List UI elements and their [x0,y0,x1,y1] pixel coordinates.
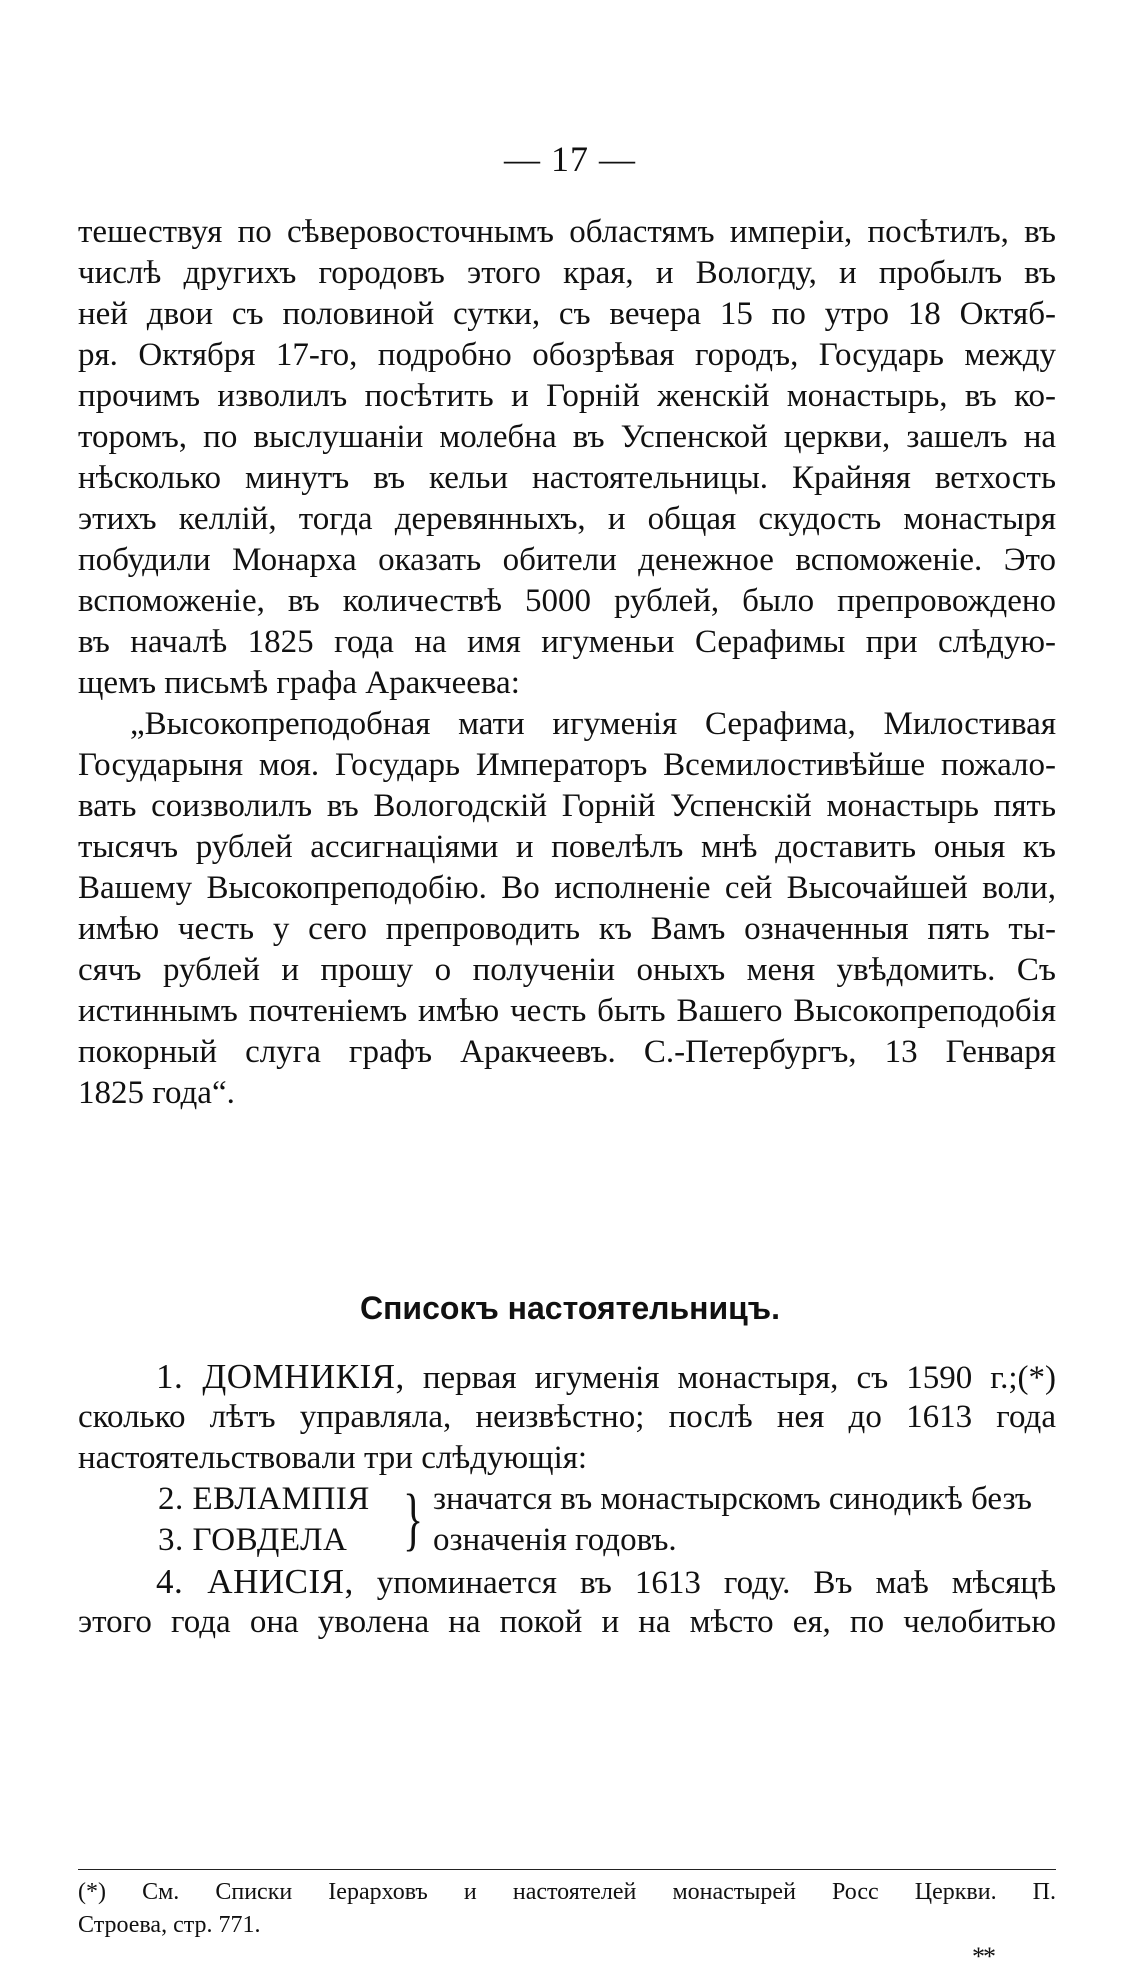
footnote-line: (*) См. Списки Іерарховъ и настоятелей монастырей Росс Церкви. П. [78,1879,1056,1905]
letter-text-line: тысячъ рублей ассигнаціями и повелѣлъ мнѣ доставить оныя къ [78,829,1056,865]
letter-text-line: имѣю честь у сего препроводить къ Вамъ означенныя пять ты- [78,911,1056,947]
page-number: — 17 — [504,139,636,179]
body-text [78,212,1056,1114]
letter-text-line: покорный слуга графъ Аракчеевъ. С.-Петербургъ, 13 Генваря [78,1034,1056,1070]
list-items-2-3-note [433,1479,1032,1561]
letter-text-line: вать соизволилъ въ Вологодскій Горній Успенскій монастырь пять [78,788,1056,824]
curly-brace-icon: } [403,1481,424,1558]
text-line: вспоможеніе, въ количествѣ 5000 рублей, было препровождено [78,583,1056,619]
text-line: ней двои съ половиной сутки, съ вечера 15 по утро 18 Октяб- [78,296,1056,332]
text-line: прочимъ изволилъ посѣтить и Горній женскій монастырь, въ ко- [78,378,1056,414]
footnote [78,1876,1056,1942]
list-items-2-3 [78,1479,1056,1561]
footnote-line: Строева, стр. 771. [78,1912,261,1938]
letter-text-line: истиннымъ почтеніемъ имѣю честь быть Вашего Высокопреподобія [78,993,1056,1029]
note-line: означенія годовъ. [433,1522,677,1558]
signature-mark: ** [972,1942,994,1971]
text-line: числѣ другихъ городовъ этого края, и Вологду, и пробылъ въ [78,255,1056,291]
text-line: тешествуя по сѣверовосточнымъ областямъ имперіи, посѣтилъ, въ [78,214,1056,250]
section-heading: Списокъ настоятельницъ. [359,1290,780,1326]
letter-text-line: Вашему Высокопреподобію. Во исполненіе сей Высочайшей воли, [78,870,1056,906]
text-line: въ началѣ 1825 года на имя игуменьи Серафимы при слѣдую- [78,624,1056,660]
list-item-name: 1. ДОМНИКІЯ, [156,1357,405,1396]
letter-text-line: сячъ рублей и прошу о полученіи оныхъ меня увѣдомить. Съ [78,952,1056,988]
text-line: побудили Монарха оказать обители денежное вспоможеніе. Это [78,542,1056,578]
list-item-text: упоминается въ 1613 году. Въ маѣ мѣсяцѣ [353,1565,1056,1601]
list-item-1 [78,1356,1056,1397]
list-item-names [158,1479,370,1561]
letter-text-line: „Высокопреподобная мати игуменія Серафима, Милостивая [130,706,1056,742]
list-item-text: первая игуменія монастыря, съ 1590 г.;(*) [404,1360,1057,1396]
list-item-3-name: 3. ГОВДЕЛА [158,1522,348,1558]
letter-text-line: 1825 года“. [78,1075,235,1111]
footnote-divider [78,1869,1056,1870]
text-line: этихъ келлій, тогда деревянныхъ, и общая скудость монастыря [78,501,1056,537]
letter-text-line: Государыня моя. Государь Императоръ Всемилостивѣйше пожало- [78,747,1056,783]
abbess-list [78,1356,1056,1643]
list-item-name: 4. АНИСІЯ, [156,1562,354,1601]
text-line: щемъ письмѣ графа Аракчеева: [78,665,520,701]
list-item-4 [78,1561,1056,1602]
list-item-4-line: этого года она уволена на покой и на мѣсто ея, по челобитью [78,1604,1056,1640]
note-line: значатся въ монастырскомъ синодикѣ безъ [433,1481,1032,1517]
text-line: ря. Октября 17-го, подробно обозрѣвая городъ, Государь между [78,337,1056,373]
list-item-2-name: 2. ЕВЛАМПІЯ [158,1481,370,1517]
list-item-1-line: настоятельствовали три слѣдующія: [78,1440,588,1476]
text-line: торомъ, по выслушаніи молебна въ Успенской церкви, зашелъ на [78,419,1056,455]
text-line: нѣсколько минутъ въ кельи настоятельницы. Крайняя ветхость [78,460,1056,496]
list-item-1-line: сколько лѣтъ управляла, неизвѣстно; послѣ нея до 1613 года [78,1399,1056,1435]
